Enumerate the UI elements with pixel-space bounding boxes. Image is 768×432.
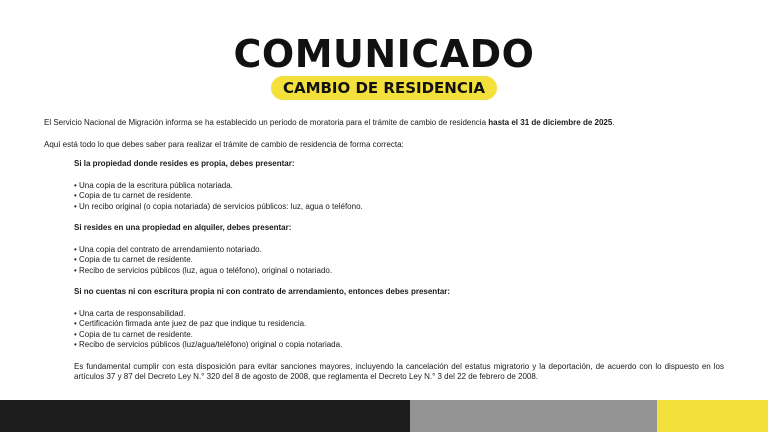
footer-yellow-segment xyxy=(657,400,768,432)
footer-gray-segment xyxy=(410,400,657,432)
list-item: • Una carta de responsabilidad. xyxy=(74,309,724,320)
requirements-list xyxy=(74,245,724,277)
intro-paragraph xyxy=(44,118,724,129)
intro-period: . xyxy=(612,118,615,127)
list-item: • Certificación firmada ante juez de paz que indique tu residencia. xyxy=(74,319,724,330)
section-heading: Si no cuentas ni con escritura propia ni con contrato de arrendamiento, entonces debes presentar: xyxy=(74,287,451,296)
list-item: • Copia de tu carnet de residente. xyxy=(74,330,724,341)
page-title: COMUNICADO xyxy=(233,32,535,76)
subtitle-badge: CAMBIO DE RESIDENCIA xyxy=(271,76,497,100)
section-no-documents xyxy=(74,287,724,351)
intro-deadline: hasta el 31 de diciembre de 2025 xyxy=(488,118,613,127)
footer-color-bar xyxy=(0,400,768,432)
closing-paragraph: Es fundamental cumplir con esta disposición para evitar sanciones mayores, incluyendo la cancelación del estatus migratorio y la deportación, de acuerdo con lo dispuesto en los artículos 37 y 87 del Decreto Ley N.° 320 del 8 de agosto de 2008, que reglamenta el Decreto Ley N.° 3 del 22 de febrero de 2008. xyxy=(74,361,724,381)
list-item: • Copia de tu carnet de residente. xyxy=(74,191,724,202)
section-heading: Si resides en una propiedad en alquiler, debes presentar: xyxy=(74,223,292,232)
list-item: • Recibo de servicios públicos (luz, agua o teléfono), original o notariado. xyxy=(74,266,724,277)
announcement-body xyxy=(44,118,724,383)
section-own-property xyxy=(74,159,724,212)
intro-line2: Aquí está todo lo que debes saber para realizar el trámite de cambio de residencia de forma correcta: xyxy=(44,139,404,149)
section-rental-property xyxy=(74,223,724,276)
list-item: • Una copia de la escritura pública notariada. xyxy=(74,181,724,192)
list-item: • Un recibo original (o copia notariada) de servicios públicos: luz, agua o teléfono. xyxy=(74,202,724,213)
list-item: • Recibo de servicios públicos (luz/agua/teléfono) original o copia notariada. xyxy=(74,340,724,351)
list-item: • Una copia del contrato de arrendamiento notariado. xyxy=(74,245,724,256)
requirements-list xyxy=(74,309,724,351)
intro-text: El Servicio Nacional de Migración informa se ha establecido un periodo de moratoria para el trámite de cambio de residencia xyxy=(44,118,489,127)
requirements-list xyxy=(74,181,724,213)
list-item: • Copia de tu carnet de residente. xyxy=(74,255,724,266)
section-heading: Si la propiedad donde resides es propia, debes presentar: xyxy=(74,159,295,168)
footer-dark-segment xyxy=(0,400,410,432)
subtitle-wrapper xyxy=(0,76,768,100)
